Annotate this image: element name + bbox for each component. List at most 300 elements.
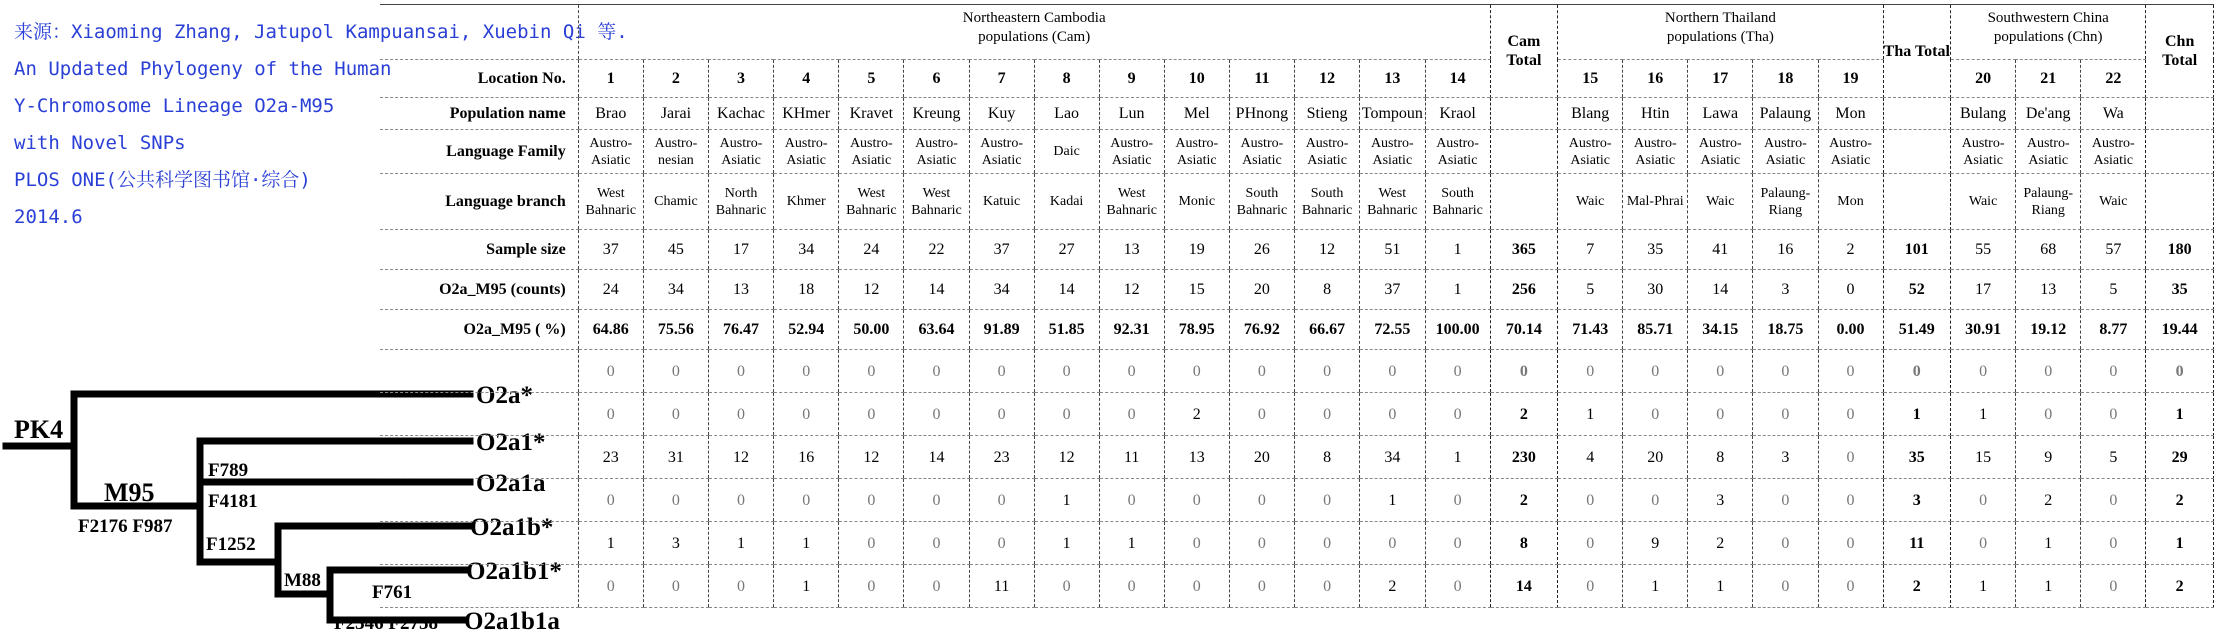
snp-label: F761	[372, 582, 413, 603]
o2a-m95-percent: 18.75	[1753, 310, 1818, 350]
haplogroup-count: 0	[1164, 522, 1229, 565]
haplogroup-label: O2a1b*	[470, 514, 554, 541]
haplogroup-count: 0	[839, 522, 904, 565]
haplogroup-count: 1	[774, 522, 839, 565]
sample-size: 41	[1688, 230, 1753, 270]
o2a-m95-percent: 100.00	[1425, 310, 1490, 350]
language-family: Austro-Asiatic	[1425, 130, 1490, 174]
haplogroup-count: 12	[1034, 436, 1099, 479]
o2a-m95-percent: 51.85	[1034, 310, 1099, 350]
haplogroup-count: 8	[1688, 436, 1753, 479]
group-title-line: Northern Thailand	[1664, 10, 1776, 26]
haplogroup-count: 8	[1490, 522, 1558, 565]
haplogroup-count: 0	[643, 565, 708, 608]
haplogroup-count: 0	[1164, 350, 1229, 393]
node-label-pk4: PK4	[14, 415, 64, 444]
language-family: Austro-Asiatic	[904, 130, 969, 174]
group-title-line: populations (Tha)	[1666, 29, 1774, 45]
haplogroup-row-label-spacer	[380, 393, 578, 436]
haplogroup-count: 1	[1951, 393, 2016, 436]
row-label-o2a-m95-percent: O2a_M95 ( %)	[380, 310, 578, 350]
haplogroup-count: 1	[1099, 522, 1164, 565]
haplogroup-count: 0	[578, 479, 643, 522]
o2a-m95-percent: 66.67	[1295, 310, 1360, 350]
o2a-m95-count: 5	[2081, 270, 2146, 310]
language-family: Austro-Asiatic	[1623, 130, 1688, 174]
language-family: Austro-Asiatic	[839, 130, 904, 174]
haplogroup-count: 0	[1099, 479, 1164, 522]
haplogroup-count: 0	[1818, 436, 1883, 479]
haplogroup-count: 0	[1753, 393, 1818, 436]
haplogroup-count: 0	[1753, 350, 1818, 393]
haplogroup-count: 0	[1818, 522, 1883, 565]
population-name: Palaung	[1753, 98, 1818, 130]
haplogroup-count: 0	[1164, 479, 1229, 522]
haplogroup-count: 35	[1883, 436, 1951, 479]
haplogroup-count: 0	[1034, 350, 1099, 393]
language-family: Austro-Asiatic	[774, 130, 839, 174]
sample-size: 12	[1295, 230, 1360, 270]
haplogroup-count: 5	[2081, 436, 2146, 479]
haplogroup-count: 0	[1425, 522, 1490, 565]
o2a-m95-percent: 92.31	[1099, 310, 1164, 350]
o2a-m95-count: 13	[708, 270, 773, 310]
population-name: Lawa	[1688, 98, 1753, 130]
population-name: Htin	[1623, 98, 1688, 130]
o2a-m95-percent: 8.77	[2081, 310, 2146, 350]
haplogroup-count: 0	[839, 565, 904, 608]
language-branch: Khmer	[774, 174, 839, 230]
language-branch: Chamic	[643, 174, 708, 230]
o2a-m95-count: 35	[2146, 270, 2214, 310]
language-branch: North Bahnaric	[708, 174, 773, 230]
haplogroup-count: 31	[643, 436, 708, 479]
haplogroup-count: 0	[904, 350, 969, 393]
sample-size: 13	[1099, 230, 1164, 270]
blank-cell	[380, 5, 578, 60]
o2a-m95-percent: 75.56	[643, 310, 708, 350]
o2a-m95-percent: 50.00	[839, 310, 904, 350]
o2a-m95-count: 15	[1164, 270, 1229, 310]
haplogroup-label: O2a1a	[476, 470, 546, 497]
language-family: Austro-Asiatic	[1558, 130, 1623, 174]
haplogroup-count: 12	[839, 436, 904, 479]
location-number: 16	[1623, 60, 1688, 98]
haplogroup-count: 11	[1883, 522, 1951, 565]
o2a-m95-count: 52	[1883, 270, 1951, 310]
language-family: Austro-Asiatic	[1229, 130, 1294, 174]
location-number: 11	[1229, 60, 1294, 98]
population-name: Tompoun	[1360, 98, 1425, 130]
sample-size: 24	[839, 230, 904, 270]
o2a-m95-count: 24	[578, 270, 643, 310]
source-line: Y-Chromosome Lineage O2a-M95	[14, 95, 335, 117]
o2a-m95-count: 30	[1623, 270, 1688, 310]
haplogroup-label: O2a1b1a	[464, 608, 560, 635]
haplogroup-count: 230	[1490, 436, 1558, 479]
haplogroup-count: 0	[2081, 565, 2146, 608]
haplogroup-count: 0	[839, 350, 904, 393]
population-name: Jarai	[643, 98, 708, 130]
haplogroup-count: 0	[1229, 479, 1294, 522]
language-branch: West Bahnaric	[1099, 174, 1164, 230]
o2a-m95-percent: 85.71	[1623, 310, 1688, 350]
haplogroup-row-label-spacer	[380, 522, 578, 565]
haplogroup-count: 0	[1818, 565, 1883, 608]
population-name: Kreung	[904, 98, 969, 130]
haplogroup-count: 0	[643, 350, 708, 393]
blank-cell	[2146, 130, 2214, 174]
haplogroup-count: 14	[1490, 565, 1558, 608]
language-family: Austro-Asiatic	[1099, 130, 1164, 174]
haplogroup-count: 0	[1623, 479, 1688, 522]
haplogroup-count: 0	[1034, 393, 1099, 436]
haplogroup-count: 0	[708, 479, 773, 522]
language-family: Austro-Asiatic	[1295, 130, 1360, 174]
haplogroup-count: 2	[2146, 565, 2214, 608]
location-number: 6	[904, 60, 969, 98]
row-label-o2a-m95-count: O2a_M95 (counts)	[380, 270, 578, 310]
haplogroup-count: 0	[643, 479, 708, 522]
o2a-m95-count: 18	[774, 270, 839, 310]
o2a-m95-count: 8	[1295, 270, 1360, 310]
population-name: Bulang	[1951, 98, 2016, 130]
population-name: Kuy	[969, 98, 1034, 130]
source-line: 2014.6	[14, 206, 83, 228]
population-name: Kravet	[839, 98, 904, 130]
language-branch: West Bahnaric	[904, 174, 969, 230]
o2a-m95-count: 14	[1034, 270, 1099, 310]
haplogroup-count: 0	[1164, 565, 1229, 608]
haplogroup-count: 0	[1558, 522, 1623, 565]
haplogroup-count: 0	[1295, 479, 1360, 522]
blank-cell	[1490, 98, 1558, 130]
language-family: Austro-Asiatic	[1818, 130, 1883, 174]
haplogroup-count: 0	[1295, 393, 1360, 436]
sample-size: 1	[1425, 230, 1490, 270]
haplogroup-count: 1	[1034, 522, 1099, 565]
snp-label: F789	[208, 460, 249, 481]
source-line: An Updated Phylogeny of the Human	[14, 58, 392, 80]
haplogroup-count: 3	[643, 522, 708, 565]
haplogroup-count: 0	[643, 393, 708, 436]
language-branch: South Bahnaric	[1229, 174, 1294, 230]
language-branch: South Bahnaric	[1295, 174, 1360, 230]
haplogroup-count: 0	[708, 350, 773, 393]
haplogroup-row-label-spacer	[380, 479, 578, 522]
sample-size: 180	[2146, 230, 2214, 270]
haplogroup-count: 2	[1164, 393, 1229, 436]
haplogroup-count: 0	[904, 565, 969, 608]
haplogroup-count: 0	[2081, 479, 2146, 522]
haplogroup-count: 11	[969, 565, 1034, 608]
language-family: Daic	[1034, 130, 1099, 174]
population-name: Lun	[1099, 98, 1164, 130]
language-family: Austro-Asiatic	[1753, 130, 1818, 174]
haplogroup-count: 0	[1951, 479, 2016, 522]
haplogroup-count: 0	[2146, 350, 2214, 393]
haplogroup-count: 0	[1818, 479, 1883, 522]
language-family: Austro-Asiatic	[2081, 130, 2146, 174]
haplogroup-count: 1	[1558, 393, 1623, 436]
location-number: 15	[1558, 60, 1623, 98]
location-number: 18	[1753, 60, 1818, 98]
haplogroup-distribution-table	[380, 4, 2214, 608]
haplogroup-count: 1	[2146, 393, 2214, 436]
snp-label: M88	[284, 570, 321, 591]
haplogroup-count: 0	[1688, 393, 1753, 436]
haplogroup-count: 0	[839, 479, 904, 522]
haplogroup-count: 1	[1034, 479, 1099, 522]
location-number: 19	[1818, 60, 1883, 98]
population-name: De'ang	[2016, 98, 2081, 130]
language-family: Austro-Asiatic	[1360, 130, 1425, 174]
language-branch: Monic	[1164, 174, 1229, 230]
haplogroup-count: 0	[1034, 565, 1099, 608]
haplogroup-count: 1	[2146, 522, 2214, 565]
sample-size: 34	[774, 230, 839, 270]
haplogroup-count: 3	[1753, 436, 1818, 479]
blank-cell	[1883, 98, 1951, 130]
location-number: 9	[1099, 60, 1164, 98]
o2a-m95-count: 1	[1425, 270, 1490, 310]
o2a-m95-percent: 64.86	[578, 310, 643, 350]
o2a-m95-percent: 76.92	[1229, 310, 1294, 350]
location-number: 10	[1164, 60, 1229, 98]
haplogroup-count: 0	[1295, 350, 1360, 393]
location-number: 21	[2016, 60, 2081, 98]
location-number: 4	[774, 60, 839, 98]
population-name: Lao	[1034, 98, 1099, 130]
population-group-header	[1951, 5, 2146, 60]
haplogroup-count: 0	[969, 522, 1034, 565]
sample-size: 37	[578, 230, 643, 270]
o2a-m95-count: 5	[1558, 270, 1623, 310]
haplogroup-label: O2a1*	[476, 429, 546, 456]
sample-size: 365	[1490, 230, 1558, 270]
o2a-m95-percent: 19.12	[2016, 310, 2081, 350]
row-label-sample-size: Sample size	[380, 230, 578, 270]
location-number: 7	[969, 60, 1034, 98]
haplogroup-count: 0	[1688, 350, 1753, 393]
haplogroup-count: 0	[1425, 350, 1490, 393]
o2a-m95-count: 12	[839, 270, 904, 310]
language-branch: Mon	[1818, 174, 1883, 230]
o2a-m95-count: 37	[1360, 270, 1425, 310]
snp-label: F4181	[208, 491, 258, 512]
haplogroup-count: 0	[1558, 565, 1623, 608]
haplogroup-count: 0	[969, 393, 1034, 436]
sample-size: 19	[1164, 230, 1229, 270]
haplogroup-count: 0	[2081, 393, 2146, 436]
haplogroup-label: O2a1b1*	[466, 558, 562, 585]
snp-label: F1252	[206, 534, 256, 555]
language-branch: Mal-Phrai	[1623, 174, 1688, 230]
haplogroup-count: 0	[904, 479, 969, 522]
population-name: Mel	[1164, 98, 1229, 130]
haplogroup-count: 0	[578, 565, 643, 608]
location-number: 2	[643, 60, 708, 98]
node-label-m95: M95	[104, 478, 155, 507]
blank-cell	[1490, 174, 1558, 230]
haplogroup-count: 29	[2146, 436, 2214, 479]
haplogroup-count: 0	[774, 350, 839, 393]
haplogroup-count: 9	[2016, 436, 2081, 479]
group-total-header: Tha Total	[1883, 5, 1951, 98]
sample-size: 17	[708, 230, 773, 270]
location-number: 1	[578, 60, 643, 98]
haplogroup-count: 0	[1623, 393, 1688, 436]
o2a-m95-percent: 76.47	[708, 310, 773, 350]
population-name: KHmer	[774, 98, 839, 130]
language-family: Austro-Asiatic	[708, 130, 773, 174]
haplogroup-count: 0	[1229, 350, 1294, 393]
haplogroup-count: 2	[1360, 565, 1425, 608]
haplogroup-count: 0	[2081, 350, 2146, 393]
haplogroup-count: 0	[1818, 393, 1883, 436]
location-number: 5	[839, 60, 904, 98]
haplogroup-count: 1	[1951, 565, 2016, 608]
haplogroup-count: 1	[1883, 393, 1951, 436]
haplogroup-count: 0	[774, 393, 839, 436]
haplogroup-count: 1	[1688, 565, 1753, 608]
language-branch: West Bahnaric	[839, 174, 904, 230]
sample-size: 7	[1558, 230, 1623, 270]
haplogroup-count: 14	[904, 436, 969, 479]
haplogroup-count: 2	[1688, 522, 1753, 565]
source-line: with Novel SNPs	[14, 132, 186, 154]
haplogroup-label: O2a*	[476, 382, 533, 409]
sample-size: 57	[2081, 230, 2146, 270]
haplogroup-count: 0	[578, 350, 643, 393]
haplogroup-count: 0	[904, 393, 969, 436]
haplogroup-count: 0	[1753, 479, 1818, 522]
sample-size: 16	[1753, 230, 1818, 270]
population-name: Brao	[578, 98, 643, 130]
o2a-m95-percent: 34.15	[1688, 310, 1753, 350]
haplogroup-count: 0	[1229, 565, 1294, 608]
location-number: 13	[1360, 60, 1425, 98]
haplogroup-count: 0	[1558, 479, 1623, 522]
sample-size: 45	[643, 230, 708, 270]
location-number: 20	[1951, 60, 2016, 98]
population-group-header	[1558, 5, 1883, 60]
row-label-population: Population name	[380, 98, 578, 130]
haplogroup-count: 0	[2081, 522, 2146, 565]
haplogroup-count: 0	[1295, 522, 1360, 565]
haplogroup-count: 13	[1164, 436, 1229, 479]
haplogroup-count: 0	[2016, 350, 2081, 393]
population-name: Stieng	[1295, 98, 1360, 130]
haplogroup-count: 0	[1425, 393, 1490, 436]
haplogroup-count: 1	[774, 565, 839, 608]
haplogroup-count: 16	[774, 436, 839, 479]
haplogroup-count: 0	[1818, 350, 1883, 393]
haplogroup-count: 1	[1360, 479, 1425, 522]
o2a-m95-percent: 78.95	[1164, 310, 1229, 350]
o2a-m95-percent: 51.49	[1883, 310, 1951, 350]
o2a-m95-count: 17	[1951, 270, 2016, 310]
haplogroup-count: 0	[1753, 522, 1818, 565]
haplogroup-count: 0	[1229, 393, 1294, 436]
group-title-line: Northeastern Cambodia	[962, 10, 1106, 26]
o2a-m95-percent: 0.00	[1818, 310, 1883, 350]
o2a-m95-count: 34	[643, 270, 708, 310]
haplogroup-count: 0	[708, 393, 773, 436]
haplogroup-count: 23	[578, 436, 643, 479]
snp-label: F2176 F987	[78, 516, 173, 537]
location-number: 14	[1425, 60, 1490, 98]
haplogroup-count: 2	[1490, 479, 1558, 522]
haplogroup-count: 34	[1360, 436, 1425, 479]
haplogroup-count: 0	[969, 350, 1034, 393]
haplogroup-count: 0	[1951, 350, 2016, 393]
population-name: Mon	[1818, 98, 1883, 130]
location-number: 8	[1034, 60, 1099, 98]
o2a-m95-count: 34	[969, 270, 1034, 310]
blank-cell	[2146, 98, 2214, 130]
group-total-header: Cam Total	[1490, 5, 1558, 98]
language-family: Austro-Asiatic	[578, 130, 643, 174]
haplogroup-row-label-spacer	[380, 350, 578, 393]
sample-size: 68	[2016, 230, 2081, 270]
haplogroup-count: 0	[708, 565, 773, 608]
language-branch: West Bahnaric	[578, 174, 643, 230]
sample-size: 22	[904, 230, 969, 270]
haplogroup-count: 2	[1883, 565, 1951, 608]
o2a-m95-count: 20	[1229, 270, 1294, 310]
haplogroup-count: 0	[774, 479, 839, 522]
o2a-m95-percent: 52.94	[774, 310, 839, 350]
language-branch: Katuic	[969, 174, 1034, 230]
language-branch: Waic	[1558, 174, 1623, 230]
haplogroup-count: 0	[1558, 350, 1623, 393]
haplogroup-count: 1	[2016, 565, 2081, 608]
haplogroup-row-label-spacer	[380, 565, 578, 608]
language-family: Austro-Asiatic	[1688, 130, 1753, 174]
language-branch: Waic	[1951, 174, 2016, 230]
sample-size: 101	[1883, 230, 1951, 270]
sample-size: 35	[1623, 230, 1688, 270]
population-name: Kraol	[1425, 98, 1490, 130]
haplogroup-count: 0	[1099, 565, 1164, 608]
haplogroup-count: 0	[1425, 479, 1490, 522]
row-label-location: Location No.	[380, 60, 578, 98]
o2a-m95-count: 14	[1688, 270, 1753, 310]
snp-label: F2346 F2758	[334, 613, 438, 634]
haplogroup-count: 3	[1883, 479, 1951, 522]
language-family: Austro-Asiatic	[2016, 130, 2081, 174]
haplogroup-count: 2	[2016, 479, 2081, 522]
sample-size: 2	[1818, 230, 1883, 270]
language-family: Austro-Asiatic	[1951, 130, 2016, 174]
haplogroup-count: 20	[1623, 436, 1688, 479]
haplogroup-count: 0	[1295, 565, 1360, 608]
haplogroup-row-label-spacer	[380, 436, 578, 479]
language-branch: South Bahnaric	[1425, 174, 1490, 230]
blank-cell	[1490, 130, 1558, 174]
haplogroup-count: 1	[708, 522, 773, 565]
source-line: 来源：Xiaoming Zhang, Jatupol Kampuansai, Xuebin Qi 等.	[14, 21, 628, 43]
language-family: Austro-nesian	[643, 130, 708, 174]
haplogroup-count: 0	[1099, 393, 1164, 436]
language-branch: Waic	[1688, 174, 1753, 230]
haplogroup-count: 4	[1558, 436, 1623, 479]
location-number: 3	[708, 60, 773, 98]
o2a-m95-count: 13	[2016, 270, 2081, 310]
o2a-m95-percent: 71.43	[1558, 310, 1623, 350]
haplogroup-count: 0	[1490, 350, 1558, 393]
